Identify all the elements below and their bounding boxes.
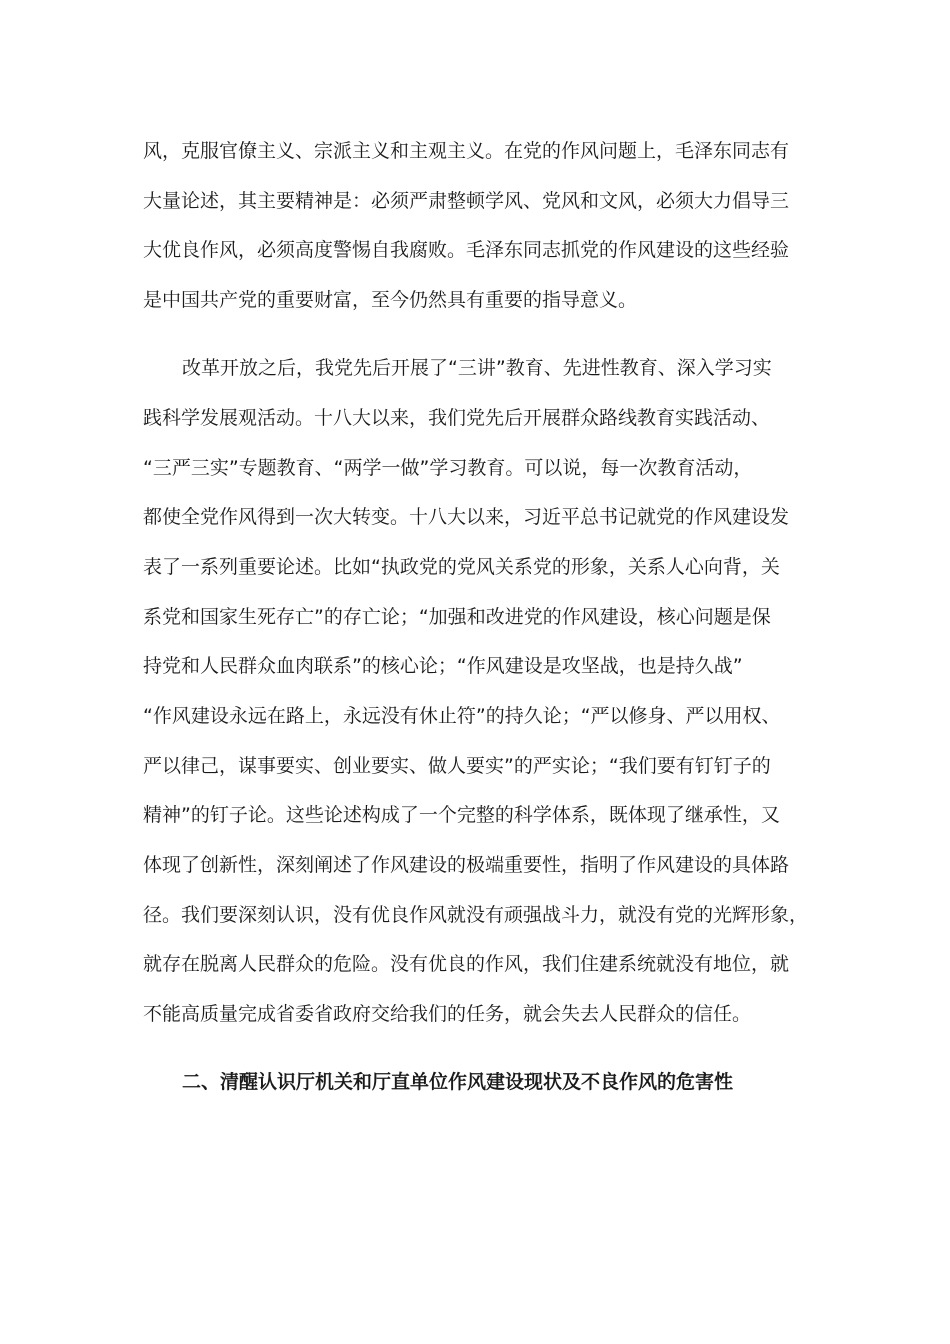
paragraph-2-line-3: “三严三实”专题教育、“两学一做”学习教育。可以说，每一次教育活动， [143,457,753,479]
paragraph-2-line-10: 精神”的钉子论。这些论述构成了一个完整的科学体系，既体现了继承性，又 [143,804,780,826]
paragraph-2-line-14: 不能高质量完成省委省政府交给我们的任务，就会失去人民群众的信任。 [143,1003,752,1025]
paragraph-2-line-13: 就存在脱离人民群众的危险。没有优良的作风，我们住建系统就没有地位，就 [143,953,790,975]
paragraph-2-line-6: 系党和国家生死存亡”的存亡论；“加强和改进党的作风建设，核心问题是保 [143,606,771,628]
paragraph-1-line-2: 大量论述，其主要精神是：必须严肃整顿学风、党风和文风，必须大力倡导三 [143,190,790,212]
paragraph-2-line-11: 体现了创新性，深刻阐述了作风建设的极端重要性，指明了作风建设的具体路 [143,854,790,876]
paragraph-1-line-1: 风，克服官僚主义、宗派主义和主观主义。在党的作风问题上，毛泽东同志有 [143,140,790,162]
paragraph-2-line-12: 径。我们要深刻认识，没有优良作风就没有顽强战斗力，就没有党的光辉形象， [143,904,809,926]
paragraph-2-line-4: 都使全党作风得到一次大转变。十八大以来，习近平总书记就党的作风建设发 [143,506,790,528]
paragraph-2-line-9: 严以律己，谋事要实、创业要实、做人要实”的严实论；“我们要有钉钉子的 [143,755,771,777]
paragraph-2-line-2: 践科学发展观活动。十八大以来，我们党先后开展群众路线教育实践活动、 [143,407,771,429]
paragraph-2-line-7: 持党和人民群众血肉联系”的核心论；“作风建设是攻坚战，也是持久战” [143,655,743,677]
paragraph-1-line-3: 大优良作风，必须高度警惕自我腐败。毛泽东同志抓党的作风建设的这些经验 [143,239,790,261]
paragraph-2-line-8: “作风建设永远在路上，永远没有休止符”的持久论；“严以修身、严以用权、 [143,705,781,727]
paragraph-2-line-5: 表了一系列重要论述。比如“执政党的党风关系党的形象，关系人心向背，关 [143,556,780,578]
section-heading: 二、清醒认识厅机关和厅直单位作风建设现状及不良作风的危害性 [182,1071,734,1093]
paragraph-2-line-1: 改革开放之后，我党先后开展了“三讲”教育、先进性教育、深入学习实 [182,357,772,379]
paragraph-1-line-4: 是中国共产党的重要财富，至今仍然具有重要的指导意义。 [143,289,638,311]
